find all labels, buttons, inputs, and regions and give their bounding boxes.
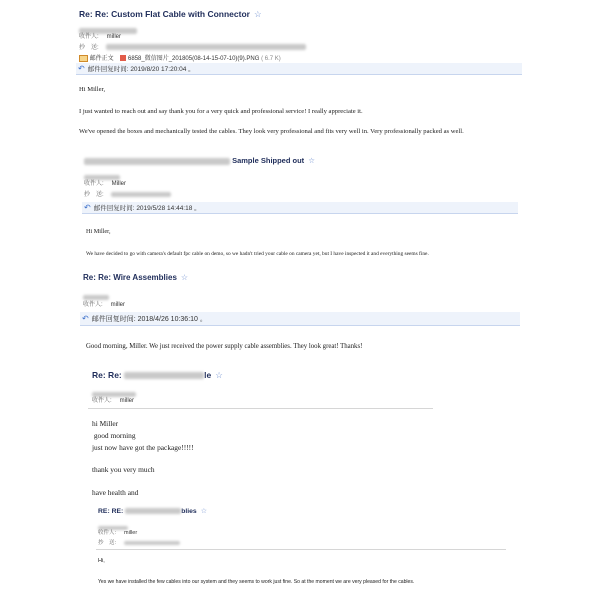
email1-cc-row [79,42,306,51]
email5-to-name[interactable]: miller [124,530,138,536]
email1-reply-bar [76,63,522,75]
email1-body-line-3: We've opened the boxes and mechanically tested the cables. They look very professional and fits very well in. Very professionally packed as well. [79,128,464,135]
email1-body-line-1: Hi Miller, [79,86,106,93]
email2-body-line-2: We have decided to go with camera's default fpc cable on demo, so we hadn't tried your cable on camera yet, but I have inspected it and everything seems fine. [86,251,429,257]
email3-subject [83,273,188,282]
email2-subject-text: Sample Shipped out [232,156,305,165]
email5-subject [98,507,207,515]
email5-divider [96,549,506,550]
email4-body-line-4: thank you very much [92,465,155,474]
email1-attachment-file[interactable]: 6858_微信图片_201805(08-14-15-07-10)(9).PNG [128,56,260,62]
reply-arrow-icon: ↶ [84,203,91,212]
email3-to-label: 收件人: [83,302,103,308]
email4-subject-tail: le [204,370,212,380]
email3-body-line-1: Good morning, Miller. We just received the power supply cable assemblies. They look great! Thanks! [86,343,363,350]
email4-subject-redacted [124,372,204,379]
email5-subject-redacted [125,508,181,514]
email3-reply-bar [80,312,520,326]
email1-attachment-label[interactable]: 邮件正文 [89,56,114,62]
email4-subject-head: Re: Re: [92,370,122,380]
email5-to-row [98,528,137,536]
email4-subject [92,370,223,381]
email1-body-line-2: I just wanted to reach out and say thank you for a very quick and professional service! I really appreciate it. [79,108,363,115]
mail-icon [79,55,88,62]
email2-cc-row [84,189,171,198]
email2-to-label: 收件人: [84,181,104,187]
email4-to-name[interactable]: miller [119,398,135,404]
email5-cc-row [98,538,180,546]
reply-arrow-icon: ↶ [78,64,85,73]
email5-body-line-1: Hi, [98,558,105,564]
email3-to-name[interactable]: miller [110,302,126,308]
email3-subject-text: Re: Re: Wire Assemblies [83,273,177,282]
email1-reply-time: 邮件回复时间: 2019/8/20 17:20:04 。 [87,66,195,73]
email2-to-row [84,178,126,187]
email4-divider [88,408,433,409]
email4-body-line-2: good morning [92,431,136,440]
email4-body-line-1: hi Miller [92,419,119,428]
email2-subject [84,156,315,165]
email1-cc-label: 抄 送: [79,45,99,51]
image-file-icon [120,55,126,61]
email2-reply-time: 邮件回复时间: 2019/5/28 14:44:18 。 [93,205,201,212]
email1-to-label: 收件人: [79,34,99,40]
email5-to-label: 收件人: [98,530,117,536]
email5-subject-head: RE: RE: [98,508,124,515]
email1-subject-text: Re: Re: Custom Flat Cable with Connector [79,9,250,19]
email2-to-name[interactable]: Miller [111,181,127,187]
email2-subject-redacted [84,158,230,165]
email4-body-line-3: just now have got the package!!!!! [92,443,194,452]
email5-body-line-2: Yes we have installed the few cables into our system and they seems to work just fine. So at the moment we are very pleased for the cables. [98,579,415,585]
reply-arrow-icon: ↶ [82,314,89,323]
email4-to-label: 收件人: [92,398,112,404]
star-icon[interactable]: ☆ [308,156,315,165]
email4-body-line-5: have health and [92,488,139,497]
email2-cc-label: 抄 送: [84,192,104,198]
star-icon[interactable]: ☆ [180,273,189,282]
email2-reply-bar [82,202,518,214]
star-icon[interactable]: ☆ [215,370,223,380]
email5-cc-label: 抄 送: [98,540,117,546]
email4-to-row [92,395,134,404]
email1-attachment-row [79,53,281,62]
email2-body-line-1: Hi Miller, [86,228,111,235]
email1-to-row [79,31,121,40]
email1-attachment-size: ( 6.7 K) [261,56,281,62]
star-icon[interactable]: ☆ [253,9,262,19]
email3-to-row [83,299,125,308]
email5-subject-tail: blies [181,508,197,515]
email3-reply-time: 邮件回复时间: 2018/4/26 10:36:10 。 [91,315,207,323]
email1-to-name[interactable]: miller [106,34,122,40]
email1-subject [79,9,262,20]
star-icon[interactable]: ☆ [200,508,207,515]
